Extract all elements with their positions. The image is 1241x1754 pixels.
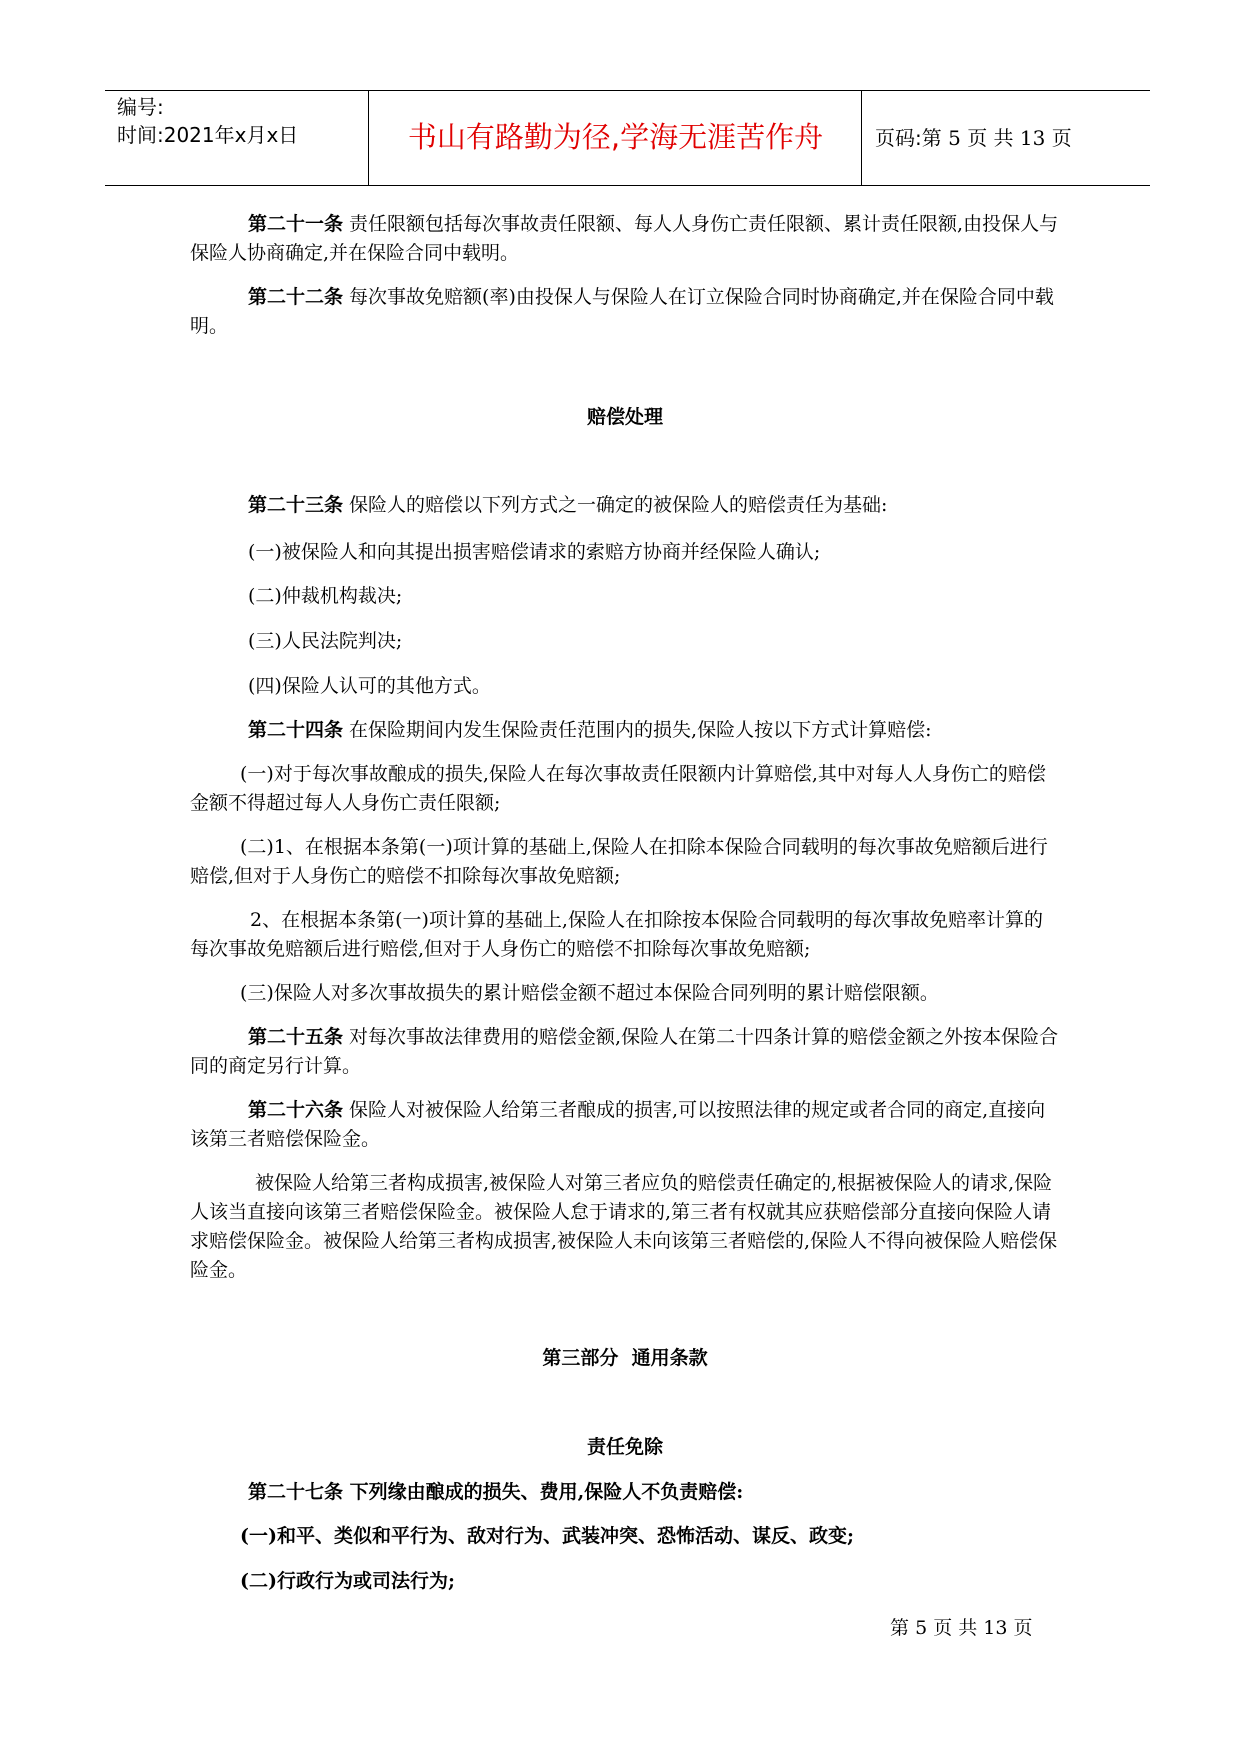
article-text: 对每次事故法律费用的赔偿金额,保险人在第二十四条计算的赔偿金额之外按本保险合同的商定另行计算。: [190, 1026, 1059, 1077]
footer-page-total: 13: [983, 1617, 1008, 1639]
header-page-suffix: 页: [1051, 126, 1072, 150]
header-page-current: 5: [948, 126, 961, 150]
header-page-info: [875, 123, 1072, 153]
article-text: 保险人的赔偿以下列方式之一确定的被保险人的赔偿责任为基础:: [343, 494, 888, 516]
part-heading: 第三部分 通用条款: [542, 1347, 708, 1369]
article-21: [190, 210, 1060, 268]
article-text: 每次事故免赔额(率)由投保人与保险人在订立保险合同时协商确定,并在保险合同中载明。: [190, 286, 1054, 337]
document-number-label: 编号:: [117, 95, 164, 119]
article-title: 第二十二条: [248, 286, 344, 308]
article-text: 保险人对被保险人给第三者酿成的损害,可以按照法律的规定或者合同的商定,直接向该第三者赔偿保险金。: [190, 1099, 1046, 1150]
list-item: (一)和平、类似和平行为、敌对行为、武装冲突、恐怖活动、谋反、政变;: [240, 1525, 854, 1547]
footer-prefix: 第: [890, 1617, 910, 1639]
list-item: 2、在根据本条第(一)项计算的基础上,保险人在扣除按本保险合同载明的每次事故免赔率计算的每次事故免赔额后进行赔偿,但对于人身伤亡的赔偿不扣除每次事故免赔额;: [190, 909, 1043, 960]
footer-mid: 页 共: [933, 1617, 978, 1639]
header-page-prefix: 页码:第: [875, 126, 942, 150]
header-page-mid: 页 共: [967, 126, 1014, 150]
section-heading-claims: 赔偿处理: [586, 406, 663, 428]
article-text: 在保险期间内发生保险责任范围内的损失,保险人按以下方式计算赔偿:: [343, 719, 932, 741]
list-item: (二)仲裁机构裁决;: [248, 585, 403, 607]
article-title: 第二十四条: [248, 719, 344, 741]
article-title: 第二十六条: [248, 1099, 344, 1121]
header-divider: [368, 91, 369, 185]
article-title: 第二十一条: [248, 213, 344, 235]
article-25: [190, 1023, 1060, 1081]
article-26-paragraph-2: 被保险人给第三者构成损害,被保险人对第三者应负的赔偿责任确定的,根据被保险人的请求,保险人该当直接向该第三者赔偿保险金。被保险人怠于请求的,第三者有权就其应获赔偿部分直接向保险人请求赔偿保险金。被保险人给第三者构成损害,被保险人未向该第三者赔偿的,保险人不得向被保险人赔偿保险金。: [190, 1172, 1058, 1281]
header-page-total: 13: [1019, 126, 1046, 150]
list-item: (一)对于每次事故酿成的损失,保险人在每次事故责任限额内计算赔偿,其中对每人人身伤亡的赔偿金额不得超过每人人身伤亡责任限额;: [190, 763, 1046, 814]
section-heading-exclusions: 责任免除: [586, 1436, 663, 1458]
header-meta: [117, 93, 367, 149]
article-26: [190, 1096, 1060, 1154]
article-27: 第二十七条 下列缘由酿成的损失、费用,保险人不负责赔偿:: [248, 1481, 744, 1503]
document-time-label: 时间:2021年x月x日: [117, 123, 299, 147]
list-item: (二)行政行为或司法行为;: [240, 1570, 455, 1592]
article-title: 第二十五条: [248, 1026, 344, 1048]
list-item: (三)人民法院判决;: [248, 630, 403, 652]
list-item: (三)保险人对多次事故损失的累计赔偿金额不超过本保险合同列明的累计赔偿限额。: [240, 982, 939, 1004]
document-header: [105, 90, 1150, 186]
footer-suffix: 页: [1013, 1617, 1033, 1639]
page-footer: [890, 1614, 1033, 1642]
article-title: 第二十三条: [248, 494, 344, 516]
article-text: 责任限额包括每次事故责任限额、每人人身伤亡责任限额、累计责任限额,由投保人与保险人协商确定,并在保险合同中载明。: [190, 213, 1059, 264]
list-item: (二)1、在根据本条第(一)项计算的基础上,保险人在扣除本保险合同载明的每次事故免赔额后进行赔偿,但对于人身伤亡的赔偿不扣除每次事故免赔额;: [190, 836, 1048, 887]
header-divider: [861, 91, 862, 185]
list-item: (一)被保险人和向其提出损害赔偿请求的索赔方协商并经保险人确认;: [248, 541, 821, 563]
article-23: [190, 491, 1060, 520]
header-motto: 书山有路勤为径,学海无涯苦作舟: [407, 120, 824, 154]
article-22: [190, 283, 1060, 341]
article-24: [190, 716, 1060, 745]
footer-page-current: 5: [915, 1617, 928, 1639]
list-item: (四)保险人认可的其他方式。: [248, 675, 491, 697]
